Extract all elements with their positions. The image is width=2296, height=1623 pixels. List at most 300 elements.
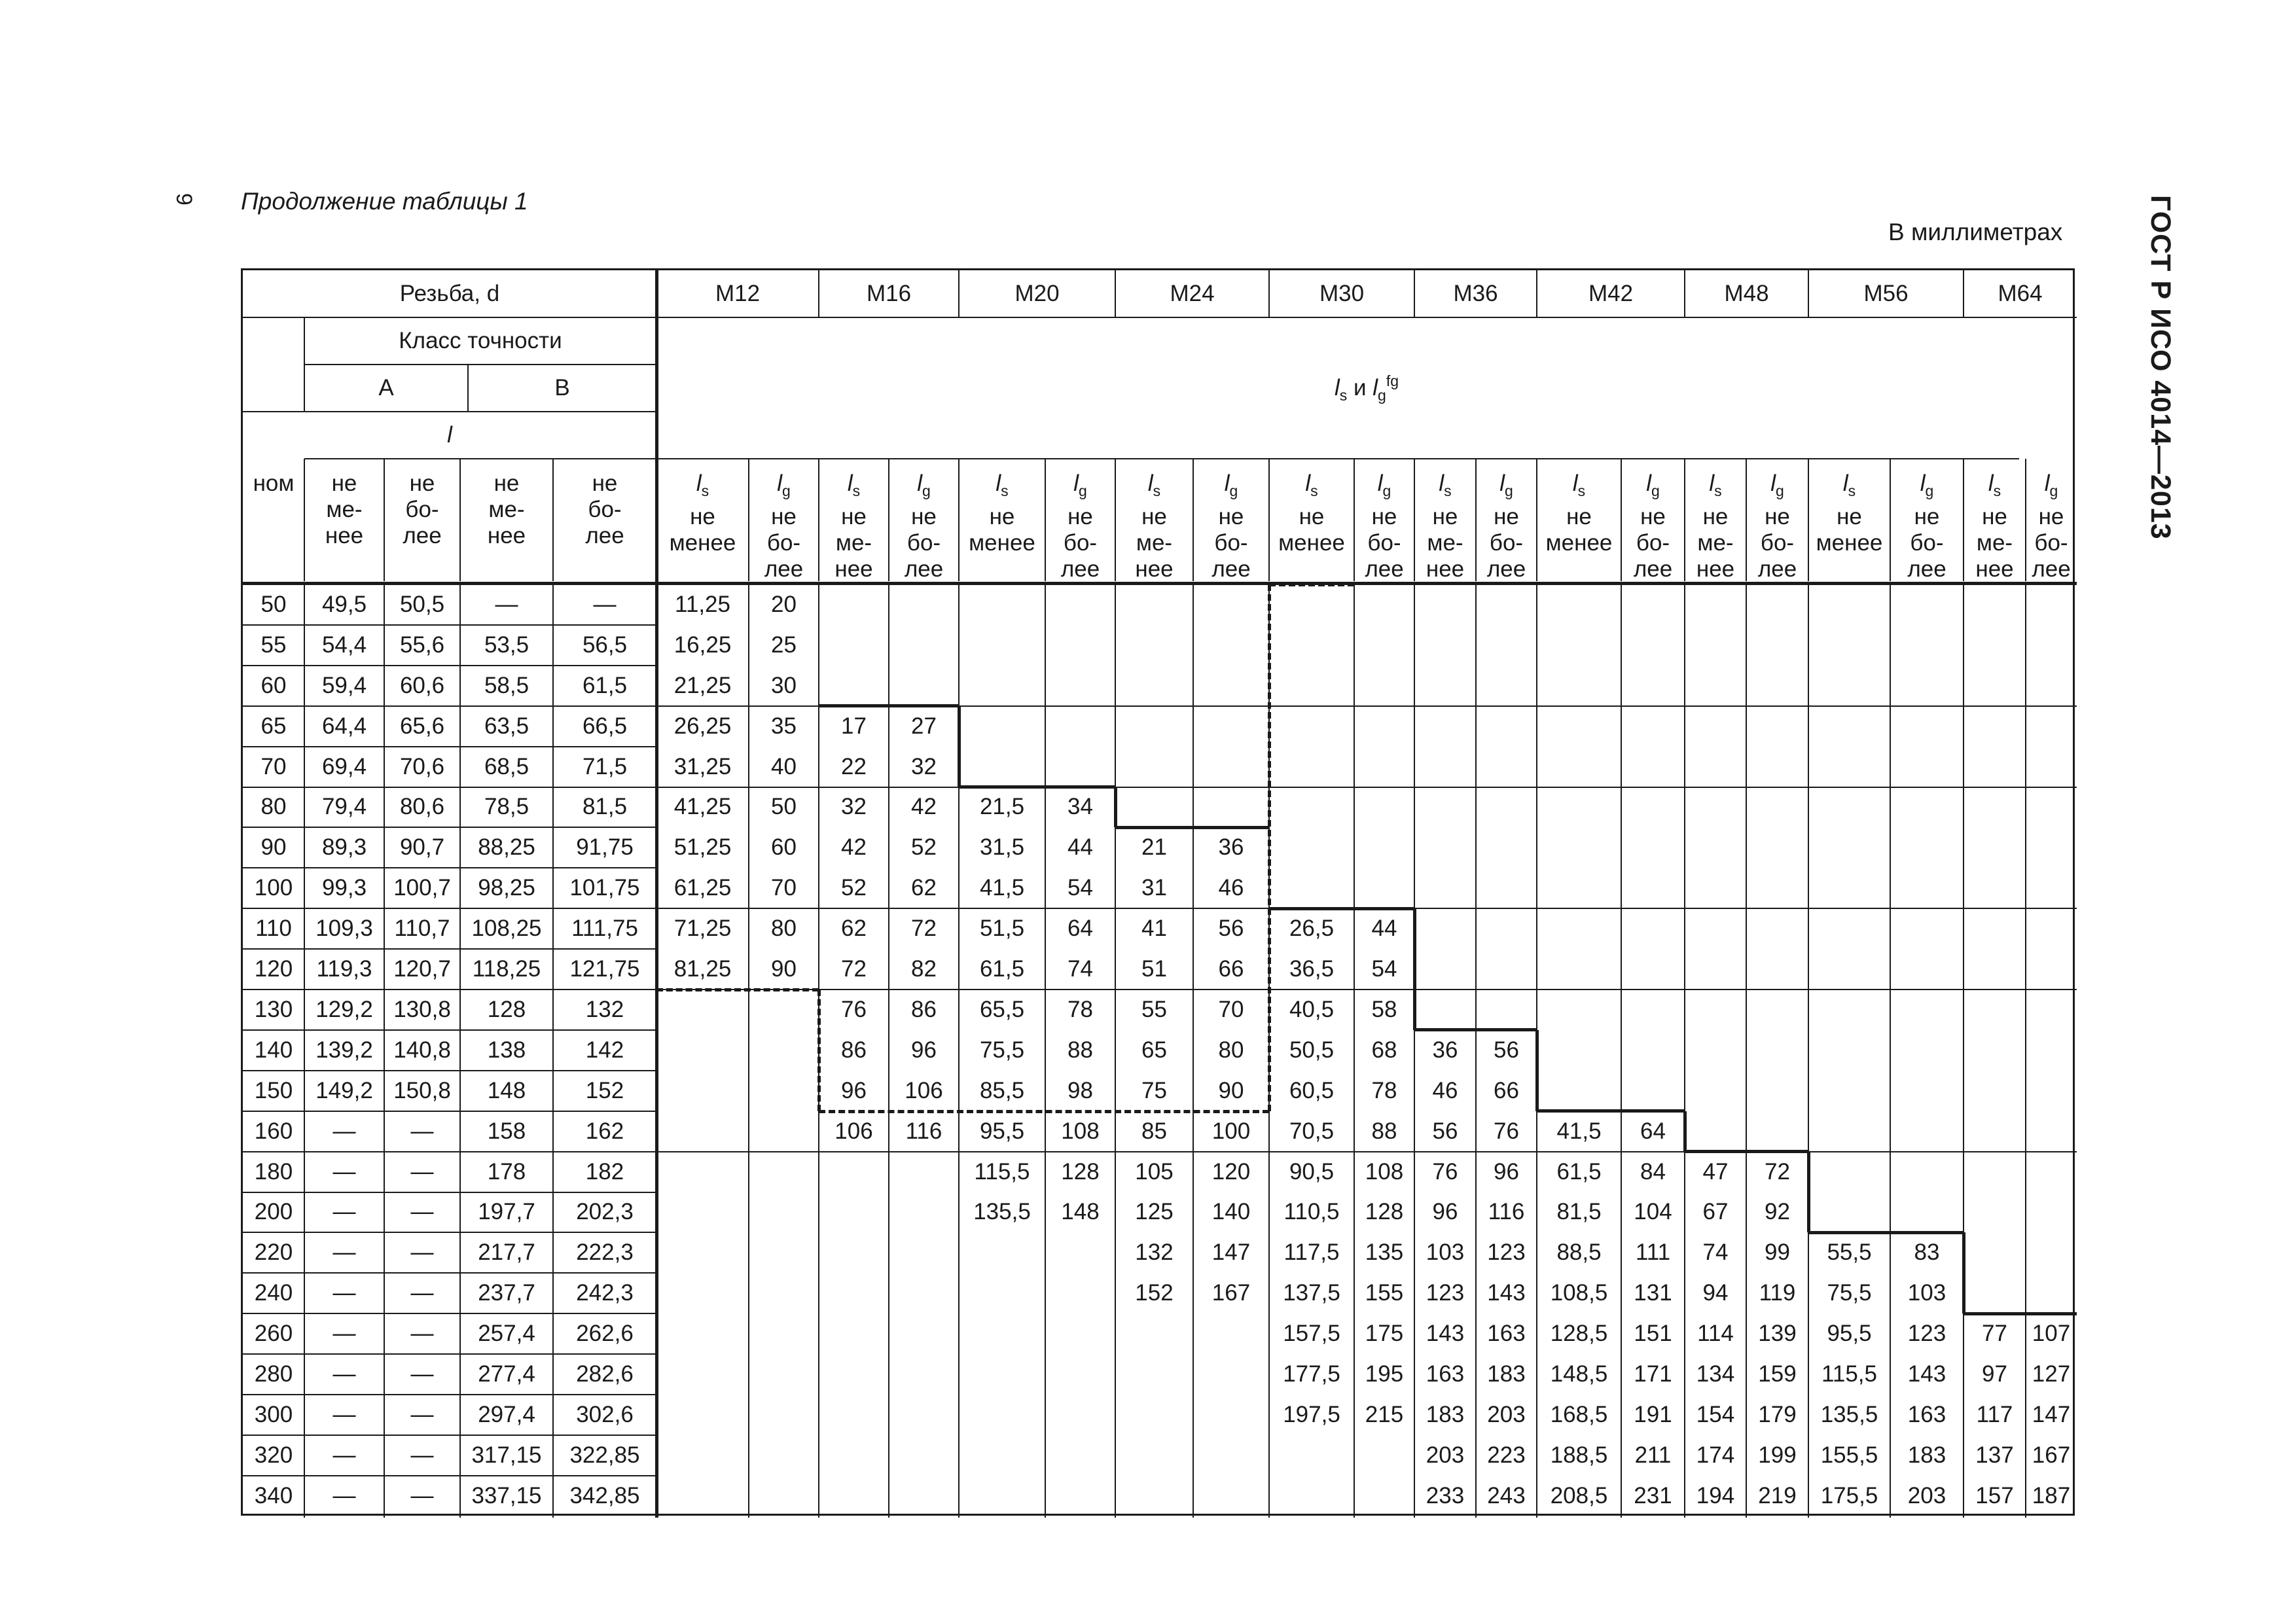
table-cell <box>656 1152 749 1192</box>
table-cell <box>1964 868 2026 908</box>
table-cell: 150,8 <box>393 1077 451 1103</box>
table-cell: 162 <box>585 1118 624 1144</box>
table-cell <box>1890 747 1964 787</box>
table-cell: 66 <box>1494 1077 1519 1103</box>
table-cell <box>1115 1313 1193 1354</box>
table-cell: 80,6 <box>399 794 445 820</box>
table-cell: 322,85 <box>569 1442 640 1468</box>
table-cell <box>1890 908 1964 949</box>
table-cell <box>1045 706 1115 747</box>
table-cell: 195 <box>1365 1361 1404 1387</box>
table-cell: 188,5 <box>1550 1442 1608 1468</box>
table-cell: 74 <box>1067 956 1093 982</box>
table-cell <box>1476 584 1537 625</box>
table-cell: — <box>332 1401 356 1427</box>
table-cell: 26,5 <box>1289 916 1335 942</box>
table-cell: 62 <box>841 916 867 942</box>
table-cell <box>1621 1030 1685 1071</box>
table-cell <box>819 1232 889 1273</box>
thread-m30: M30 <box>1319 281 1365 306</box>
table-cell <box>1746 1030 1808 1071</box>
table-cell <box>1193 747 1269 787</box>
table-cell <box>1890 1111 1964 1152</box>
table-cell: 143 <box>1487 1280 1526 1306</box>
table-cell <box>959 1232 1045 1273</box>
table-cell <box>656 1313 749 1354</box>
table-cell: 174 <box>1696 1442 1735 1468</box>
table-cell: 217,7 <box>478 1240 535 1266</box>
table-cell: — <box>410 1158 434 1185</box>
table-cell <box>1269 827 1354 868</box>
thread-m64: M64 <box>1998 281 2043 306</box>
table-cell <box>1685 666 1746 706</box>
table-cell: 105 <box>1135 1158 1174 1185</box>
table-cell <box>819 625 889 666</box>
table-cell: 178 <box>487 1158 526 1185</box>
thread-m48: M48 <box>1724 281 1769 306</box>
table-cell: 231 <box>1634 1482 1672 1508</box>
table-cell <box>1964 625 2026 666</box>
table-cell <box>2026 706 2077 747</box>
table-cell: 115,5 <box>1821 1361 1877 1387</box>
table-cell <box>1890 787 1964 828</box>
nominal-length-cell: 100 <box>254 875 293 901</box>
subheader-ls: $l_s$ не ме- нее <box>834 471 873 582</box>
table-cell: 202,3 <box>576 1199 634 1225</box>
table-cell: 106 <box>834 1118 873 1144</box>
table-cell <box>1890 827 1964 868</box>
table-cell: 70 <box>771 875 797 901</box>
table-cell: 63,5 <box>484 713 529 739</box>
table-cell: 88 <box>1371 1118 1397 1144</box>
table-cell <box>1964 584 2026 625</box>
table-cell: 68 <box>1371 1037 1397 1063</box>
table-cell <box>1193 1435 1269 1476</box>
table-cell <box>1746 1071 1808 1111</box>
table-cell <box>1476 868 1537 908</box>
table-cell <box>1193 1313 1269 1354</box>
table-cell: — <box>332 1118 356 1144</box>
table-cell: 75 <box>1141 1077 1167 1103</box>
table-cell <box>1476 949 1537 990</box>
table-cell: 96 <box>911 1037 937 1063</box>
table-cell: 175 <box>1365 1321 1404 1347</box>
table-cell: 41,5 <box>979 875 1025 901</box>
table-cell: 111 <box>1635 1240 1671 1266</box>
dashed-boundary <box>1269 583 1354 586</box>
table-cell <box>1808 827 1890 868</box>
table-cell: — <box>410 1118 434 1144</box>
table-cell <box>1685 990 1746 1030</box>
min-header: не ме- нее <box>487 471 526 548</box>
stair-boundary <box>1537 1109 1685 1113</box>
table-cell: — <box>332 1442 356 1468</box>
table-cell: 120 <box>1211 1158 1251 1185</box>
stair-boundary <box>1685 1150 1808 1153</box>
dashed-boundary <box>656 988 819 991</box>
table-cell: 67 <box>1702 1199 1729 1225</box>
table-cell: 277,4 <box>478 1361 535 1387</box>
table-cell <box>819 1192 889 1233</box>
table-cell: 237,7 <box>478 1280 535 1306</box>
table-cell <box>1685 908 1746 949</box>
table-cell <box>959 1273 1045 1313</box>
nominal-length-cell: 65 <box>260 713 287 739</box>
subheader-lg: $l_g$ не бо- лее <box>1633 471 1673 582</box>
table-cell: 233 <box>1426 1482 1465 1508</box>
table-cell: 31,5 <box>979 834 1025 861</box>
table-cell: 76 <box>1494 1118 1519 1144</box>
table-cell <box>1269 1476 1354 1516</box>
table-cell <box>889 1435 959 1476</box>
table-cell: 116 <box>905 1118 942 1144</box>
table-cell <box>1476 787 1537 828</box>
table-cell: — <box>410 1442 434 1468</box>
table-cell <box>656 1030 749 1071</box>
table-cell <box>1045 1354 1115 1395</box>
length-header: l <box>447 422 452 448</box>
table-cell <box>1890 990 1964 1030</box>
table-cell: 123 <box>1426 1280 1465 1306</box>
table-cell: — <box>410 1482 434 1508</box>
table-cell <box>819 1354 889 1395</box>
table-cell: 163 <box>1907 1401 1946 1427</box>
table-cell: 177,5 <box>1283 1361 1340 1387</box>
table-cell: 60,6 <box>399 672 445 698</box>
table-cell <box>2026 949 2077 990</box>
document-code: ГОСТ Р ИСО 4014—2013 <box>2145 195 2176 540</box>
table-cell: 203 <box>1907 1482 1946 1508</box>
table-cell <box>1193 787 1269 828</box>
nominal-length-cell: 340 <box>254 1482 293 1508</box>
thread-m36: M36 <box>1453 281 1498 306</box>
table-cell <box>1115 625 1193 666</box>
table-cell: 74 <box>1702 1240 1729 1266</box>
table-cell: 262,6 <box>576 1321 634 1347</box>
table-cell <box>1354 787 1414 828</box>
table-cell <box>1414 706 1476 747</box>
table-cell <box>1685 1111 1746 1152</box>
table-cell <box>889 1232 959 1273</box>
table-cell: 90,5 <box>1289 1158 1335 1185</box>
table-cell: 155,5 <box>1820 1442 1878 1468</box>
table-cell: 120,7 <box>393 956 451 982</box>
table-cell <box>2026 666 2077 706</box>
table-cell <box>1621 949 1685 990</box>
table-cell: 36 <box>1218 834 1244 861</box>
table-cell: 86 <box>911 996 937 1022</box>
table-cell <box>959 666 1045 706</box>
table-cell: 50,5 <box>1289 1037 1335 1063</box>
table-cell <box>1746 868 1808 908</box>
table-cell <box>1537 990 1621 1030</box>
table-cell: 76 <box>841 996 867 1022</box>
table-cell: 89,3 <box>321 834 367 861</box>
table-cell <box>1746 949 1808 990</box>
table-cell <box>1621 747 1685 787</box>
subheader-lg: $l_g$ не бо- лее <box>1365 471 1404 582</box>
table-cell: 36 <box>1432 1037 1458 1063</box>
table-cell: 149,2 <box>315 1077 373 1103</box>
table-cell: 187 <box>2032 1482 2071 1508</box>
table-cell: 88 <box>1067 1037 1093 1063</box>
table-cell <box>2026 625 2077 666</box>
table-cell <box>1193 666 1269 706</box>
table-cell <box>1193 706 1269 747</box>
table-cell: 27 <box>911 713 937 739</box>
table-cell <box>889 1152 959 1192</box>
table-cell <box>1045 1435 1115 1476</box>
table-cell <box>889 1476 959 1516</box>
table-cell: 66,5 <box>582 713 628 739</box>
table-cell <box>1115 666 1193 706</box>
table-cell: 140,8 <box>393 1037 451 1063</box>
table-cell: 203 <box>1426 1442 1465 1468</box>
table-cell: 155 <box>1365 1280 1404 1306</box>
table-cell <box>1354 706 1414 747</box>
table-cell <box>959 584 1045 625</box>
stair-boundary <box>1808 1231 1964 1234</box>
subheader-ls: $l_s$ не менее <box>1545 471 1613 556</box>
table-cell: 41,5 <box>1556 1118 1602 1144</box>
page-number: 9 <box>171 193 196 205</box>
table-cell: 103 <box>1907 1280 1946 1306</box>
table-cell: 94 <box>1702 1280 1729 1306</box>
table-cell: 35 <box>771 713 797 739</box>
table-cell: 110,5 <box>1283 1199 1340 1225</box>
nominal-length-cell: 300 <box>254 1401 293 1427</box>
table-cell: 64 <box>1067 916 1093 942</box>
table-cell: 54 <box>1067 875 1093 901</box>
table-cell: 119 <box>1759 1280 1796 1306</box>
table-cell <box>1115 787 1193 828</box>
thread-header: Резьба, d <box>399 281 500 306</box>
table-cell <box>1964 827 2026 868</box>
table-cell <box>1890 1071 1964 1111</box>
table-cell: — <box>332 1482 356 1508</box>
table-cell <box>656 1435 749 1476</box>
table-cell: 128 <box>1365 1199 1404 1225</box>
thread-m42: M42 <box>1588 281 1634 306</box>
table-cell <box>1621 1071 1685 1111</box>
table-cell: 61,5 <box>1556 1158 1602 1185</box>
table-cell: 56 <box>1218 916 1244 942</box>
table-cell <box>2026 990 2077 1030</box>
table-cell <box>819 1476 889 1516</box>
table-cell <box>749 1435 819 1476</box>
table-cell: 26,25 <box>673 713 732 739</box>
table-cell <box>1414 625 1476 666</box>
table-cell <box>1808 868 1890 908</box>
table-cell <box>656 1232 749 1273</box>
nominal-length-cell: 150 <box>254 1077 293 1103</box>
table-cell <box>1269 625 1354 666</box>
table-cell: 60,5 <box>1289 1077 1335 1103</box>
table-cell: — <box>332 1240 356 1266</box>
table-cell: 49,5 <box>321 591 367 617</box>
nominal-length-cell: 90 <box>260 834 287 861</box>
table-cell: 111,75 <box>571 916 638 942</box>
table-cell <box>1621 827 1685 868</box>
nominal-length-cell: 140 <box>254 1037 293 1063</box>
table-cell <box>1354 625 1414 666</box>
table-cell: 92 <box>1765 1199 1790 1225</box>
table-cell <box>1354 1435 1414 1476</box>
table-cell <box>1537 584 1621 625</box>
table-cell: 147 <box>1211 1240 1251 1266</box>
table-cell: 21,25 <box>673 672 732 698</box>
table-cell: 148 <box>1061 1199 1100 1225</box>
table-cell <box>889 1354 959 1395</box>
table-cell: — <box>332 1280 356 1306</box>
table-cell <box>2026 827 2077 868</box>
table-cell <box>1537 827 1621 868</box>
dashed-boundary <box>819 1110 1269 1113</box>
table-cell: 78,5 <box>484 794 529 820</box>
table-cell <box>749 1192 819 1233</box>
table-cell: — <box>593 591 617 617</box>
table-cell <box>1269 584 1354 625</box>
table-cell: 70 <box>1218 996 1244 1022</box>
table-cell <box>2026 747 2077 787</box>
table-cell: 194 <box>1696 1482 1735 1508</box>
table-cell: 132 <box>585 996 624 1022</box>
table-cell <box>1964 1192 2026 1233</box>
table-cell <box>1685 1030 1746 1071</box>
table-cell: 90 <box>771 956 797 982</box>
table-cell <box>889 1395 959 1435</box>
table-cell: 317,15 <box>471 1442 542 1468</box>
table-cell <box>1414 666 1476 706</box>
table-cell: 85,5 <box>979 1077 1025 1103</box>
table-cell <box>1045 625 1115 666</box>
table-cell: 36,5 <box>1289 956 1335 982</box>
table-cell: 123 <box>1907 1321 1946 1347</box>
table-cell: 203 <box>1487 1401 1526 1427</box>
table-cell <box>749 1313 819 1354</box>
table-cell <box>1354 584 1414 625</box>
table-cell: 40,5 <box>1289 996 1335 1022</box>
table-cell: 175,5 <box>1820 1482 1878 1508</box>
table-cell: 72 <box>911 916 937 942</box>
table-cell <box>1045 1395 1115 1435</box>
table-cell: 65,5 <box>979 996 1025 1022</box>
class-a-header: А <box>378 375 394 401</box>
table-cell: 159 <box>1758 1361 1797 1387</box>
table-cell <box>749 1071 819 1111</box>
table-cell: 223 <box>1487 1442 1526 1468</box>
table-cell: 83 <box>1914 1240 1940 1266</box>
table-cell <box>1808 706 1890 747</box>
table-cell <box>1414 747 1476 787</box>
table-cell <box>1269 706 1354 747</box>
table-cell <box>1964 1030 2026 1071</box>
table-cell <box>819 1395 889 1435</box>
table-cell <box>1746 584 1808 625</box>
table-cell <box>1621 868 1685 908</box>
table-cell: 78 <box>1371 1077 1397 1103</box>
table-cell <box>1354 827 1414 868</box>
table-cell: 197,5 <box>1283 1401 1340 1427</box>
table-cell <box>656 1111 749 1152</box>
table-cell <box>1964 949 2026 990</box>
table-cell <box>656 1395 749 1435</box>
table-cell <box>1621 706 1685 747</box>
table-cell: 22 <box>841 753 867 779</box>
table-cell <box>1808 949 1890 990</box>
dashed-boundary <box>817 990 821 1111</box>
table-cell: 61,5 <box>979 956 1025 982</box>
table-cell: — <box>410 1361 434 1387</box>
table-cell: 75,5 <box>1827 1280 1872 1306</box>
table-cell <box>1476 827 1537 868</box>
table-cell: 114 <box>1697 1321 1734 1347</box>
table-cell: — <box>410 1401 434 1427</box>
table-cell: 34 <box>1067 794 1093 820</box>
table-cell: 131 <box>1634 1280 1672 1306</box>
table-cell <box>1045 584 1115 625</box>
table-cell <box>1746 706 1808 747</box>
table-cell: 42 <box>911 794 937 820</box>
table-cell: 167 <box>1211 1280 1251 1306</box>
table-cell: 242,3 <box>576 1280 634 1306</box>
table-cell <box>1414 949 1476 990</box>
subheader-lg: $l_g$ не бо- лее <box>1907 471 1946 582</box>
table-cell <box>1685 706 1746 747</box>
table-cell <box>1115 584 1193 625</box>
table-cell <box>1476 908 1537 949</box>
table-cell: 147 <box>2032 1401 2071 1427</box>
subheader-lg: $l_g$ не бо- лее <box>764 471 804 582</box>
nominal-length-cell: 130 <box>254 996 293 1022</box>
table-cell: 100 <box>1211 1118 1251 1144</box>
table-cell: 158 <box>487 1118 526 1144</box>
table-cell <box>749 1395 819 1435</box>
table-cell: 86 <box>841 1037 867 1063</box>
subheader-lg: $l_g$ не бо- лее <box>1757 471 1797 582</box>
table-cell <box>1890 625 1964 666</box>
table-cell <box>2026 868 2077 908</box>
table-cell <box>749 1232 819 1273</box>
table-cell: 199 <box>1758 1442 1797 1468</box>
table-cell: 128 <box>487 996 526 1022</box>
table-cell: 54,4 <box>321 632 367 658</box>
table-cell <box>1045 1232 1115 1273</box>
subheader-lg: $l_g$ не бо- лее <box>1060 471 1100 582</box>
table-cell <box>1537 1071 1621 1111</box>
table-cell <box>1621 908 1685 949</box>
table-cell: 71,5 <box>582 753 628 779</box>
table-cell: 56 <box>1494 1037 1519 1063</box>
table-cell: 154 <box>1696 1401 1735 1427</box>
table-cell <box>1746 1111 1808 1152</box>
table-cell <box>1746 625 1808 666</box>
table-cell <box>1964 1152 2026 1192</box>
table-cell <box>1964 747 2026 787</box>
table-cell: 139 <box>1758 1321 1797 1347</box>
table-cell: 69,4 <box>321 753 367 779</box>
table-cell <box>1354 868 1414 908</box>
dashed-boundary <box>1268 584 1271 1111</box>
table-cell <box>1621 625 1685 666</box>
table-cell: 95,5 <box>1827 1321 1872 1347</box>
table-cell: 96 <box>841 1077 867 1103</box>
stair-boundary <box>819 704 959 707</box>
table-cell: 55,5 <box>1827 1240 1872 1266</box>
table-cell: 99 <box>1765 1240 1790 1266</box>
table-cell <box>1964 990 2026 1030</box>
table-cell <box>1269 787 1354 828</box>
